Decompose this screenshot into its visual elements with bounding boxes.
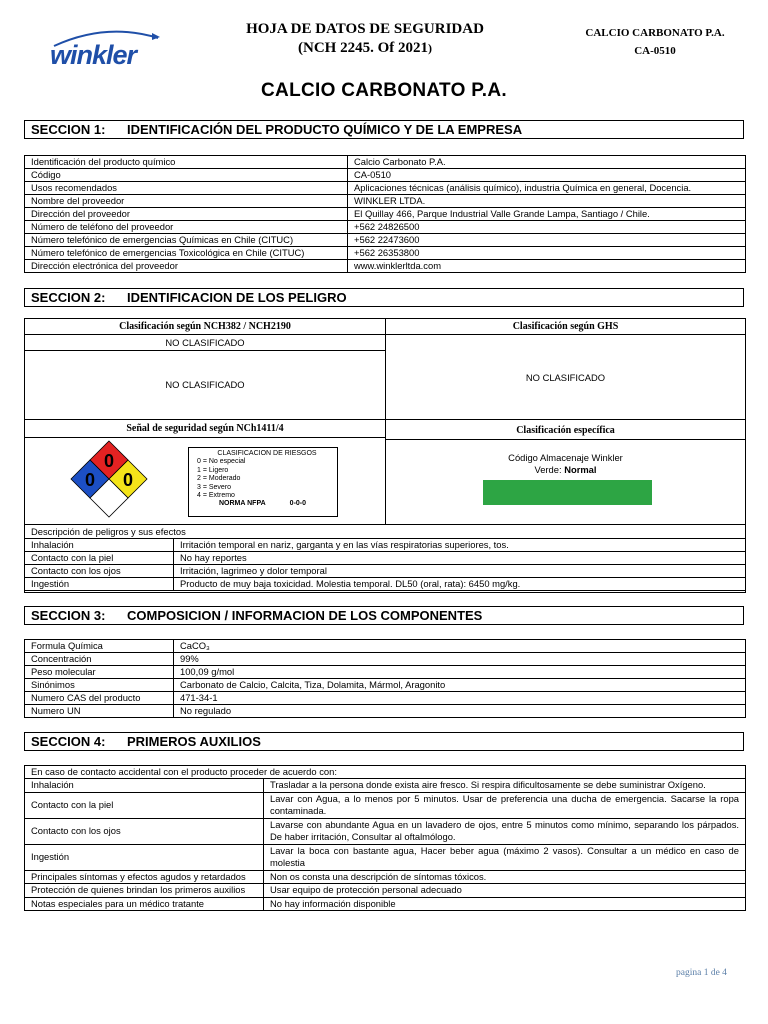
table-row (25, 766, 746, 779)
table-row (25, 679, 746, 692)
nfpa-level: 1 = Ligero (197, 466, 229, 474)
signal-header: Señal de seguridad según NCh1411/4 (24, 419, 386, 438)
section-4-heading (24, 732, 744, 751)
table-cell: No hay información disponible (264, 897, 746, 911)
table-cell: Número telefónico de emergencias Toxicológica en Chile (CITUC) (25, 247, 348, 260)
header-product (540, 24, 768, 60)
table-row (25, 565, 746, 578)
identification-table (24, 155, 746, 273)
table-cell: www.winklerltda.com (348, 260, 746, 273)
nfpa-norma (219, 500, 337, 508)
nfpa-level: 4 = Extremo (197, 492, 235, 500)
table-cell: Dirección del proveedor (25, 208, 348, 221)
table-row (25, 234, 746, 247)
nfpa-health: 0 (84, 470, 96, 490)
composition-table (24, 639, 746, 718)
table-cell: Carbonato de Calcio, Calcita, Tiza, Dolamita, Mármol, Aragonito (174, 679, 746, 692)
table-cell: No regulado (174, 705, 746, 718)
table-row (25, 539, 746, 552)
table-cell: 100,09 g/mol (174, 666, 746, 679)
sheet-title-line1: HOJA DE DATOS DE SEGURIDAD (246, 21, 484, 37)
table-cell: Irritación, lagrimeo y dolor temporal (174, 565, 746, 578)
nfpa-norma-value: 0-0-0 (289, 500, 307, 508)
table-cell: +562 22473600 (348, 234, 746, 247)
table-row (25, 692, 746, 705)
table-cell: Notas especiales para un médico tratante (25, 897, 264, 911)
table-row (25, 195, 746, 208)
section-title: IDENTIFICACION DE LOS PELIGRO (127, 290, 347, 305)
table-cell: Principales síntomas y efectos agudos y retardados (25, 870, 264, 884)
table-cell: No hay reportes (174, 552, 746, 565)
storage-color-value: Normal (564, 464, 597, 475)
section-2-heading (24, 288, 744, 307)
nch-value-2: NO CLASIFICADO (24, 350, 386, 420)
table-cell: Ingestión (25, 844, 264, 870)
table-cell: Número telefónico de emergencias Químicas en Chile (CITUC) (25, 234, 348, 247)
table-cell: 99% (174, 653, 746, 666)
storage-color-label: Verde: (534, 464, 565, 475)
table-row (25, 884, 746, 898)
nfpa-reactivity: 0 (122, 470, 134, 490)
table-cell: 471-34-1 (174, 692, 746, 705)
table-cell: El Quillay 466, Parque Industrial Valle Grande Lampa, Santiago / Chile. (348, 208, 746, 221)
table-row (25, 779, 746, 793)
table-cell: Contacto con la piel (25, 792, 264, 818)
table-cell: Inhalación (25, 779, 264, 793)
table-cell: Aplicaciones técnicas (análisis químico), industria Química en general, Docencia. (348, 182, 746, 195)
table-row (25, 818, 746, 844)
table-cell: Numero UN (25, 705, 174, 718)
nch-header: Clasificación según NCH382 / NCH2190 (24, 318, 386, 335)
section-title: COMPOSICION / INFORMACION DE LOS COMPONENTES (127, 608, 483, 623)
winkler-logo (46, 28, 166, 76)
sheet-title-line2 (200, 39, 530, 58)
table-cell: Contacto con los ojos (25, 818, 264, 844)
nfpa-diamond-icon (70, 440, 148, 518)
table-row (25, 578, 746, 591)
nfpa-norma-label: NORMA NFPA (219, 500, 266, 508)
table-cell: Usos recomendados (25, 182, 348, 195)
table-cell: Usar equipo de protección personal adecuado (264, 884, 746, 898)
table-cell: +562 26353800 (348, 247, 746, 260)
norm-paren: ) (428, 41, 432, 55)
table-row (25, 870, 746, 884)
section-number: SECCION 2: (31, 290, 106, 305)
table-cell: Número de teléfono del proveedor (25, 221, 348, 234)
norm-text: (NCH 2245. Of 2021 (298, 40, 428, 56)
table-cell: +562 24826500 (348, 221, 746, 234)
table-cell: Concentración (25, 653, 174, 666)
ghs-header: Clasificación según GHS (385, 318, 746, 335)
table-cell: Código (25, 169, 348, 182)
table-cell: En caso de contacto accidental con el producto proceder de acuerdo con: (25, 766, 746, 779)
section-title: PRIMEROS AUXILIOS (127, 734, 261, 749)
section-3-heading (24, 606, 744, 625)
nfpa-legend-title: CLASIFICACION DE RIESGOS (217, 450, 317, 457)
table-cell: Lavarse con abundante Agua en un lavadero de ojos, entre 5 minutos como mínimo, separando los párpados. De haber irritación, Consultar al oftalmólogo. (264, 818, 746, 844)
table-row (25, 640, 746, 653)
section-number: SECCION 1: (31, 122, 106, 137)
table-cell: Contacto con la piel (25, 552, 174, 565)
storage-info (385, 452, 746, 476)
table-row (25, 156, 746, 169)
ghs-value: NO CLASIFICADO (385, 334, 746, 420)
table-cell: Producto de muy baja toxicidad. Molestia temporal. DL50 (oral, rata): 6450 mg/kg. (174, 578, 746, 591)
table-cell: Irritación temporal en nariz, garganta y en las vías respiratorias superiores, tos. (174, 539, 746, 552)
table-cell: WINKLER LTDA. (348, 195, 746, 208)
section-number: SECCION 4: (31, 734, 106, 749)
table-row (25, 552, 746, 565)
section-1-heading (24, 120, 744, 139)
table-cell: Dirección electrónica del proveedor (25, 260, 348, 273)
table-row (25, 260, 746, 273)
table-row (25, 221, 746, 234)
document-title: CALCIO CARBONATO P.A. (261, 80, 507, 101)
logo-text: winkler (50, 40, 137, 70)
storage-color-line (385, 464, 746, 476)
table-row (25, 653, 746, 666)
storage-color-bar (483, 480, 652, 505)
table-cell: Calcio Carbonato P.A. (348, 156, 746, 169)
table-row (25, 208, 746, 221)
table-row (25, 705, 746, 718)
table-cell: Contacto con los ojos (25, 565, 174, 578)
specific-header: Clasificación específica (385, 419, 746, 440)
table-cell: Numero CAS del producto (25, 692, 174, 705)
table-cell: Sinónimos (25, 679, 174, 692)
hazards-table (24, 526, 746, 591)
section-number: SECCION 3: (31, 608, 106, 623)
table-cell: Descripción de peligros y sus efectos (25, 526, 746, 539)
table-row (25, 666, 746, 679)
table-cell: CaCO₃ (174, 640, 746, 653)
table-row (25, 792, 746, 818)
nfpa-level: 0 = No especial (197, 458, 246, 466)
table-cell: CA-0510 (348, 169, 746, 182)
table-cell: Lavar con Agua, a lo menos por 5 minutos. Usar de preferencia una ducha de emergencia. Sacarse la ropa contaminada. (264, 792, 746, 818)
nch-value-1: NO CLASIFICADO (24, 334, 386, 351)
table-row (25, 182, 746, 195)
table-cell: Formula Química (25, 640, 174, 653)
page-number: pagina 1 de 4 (676, 968, 727, 978)
sheet-title (200, 20, 530, 58)
nfpa-level: 2 = Moderado (197, 475, 241, 483)
table-cell: Trasladar a la persona donde exista aire fresco. Si respira dificultosamente se debe suministrar Oxígeno. (264, 779, 746, 793)
table-row (25, 247, 746, 260)
first-aid-table (24, 765, 746, 911)
table-row (25, 844, 746, 870)
table-cell: Non os consta una descripción de síntomas tóxicos. (264, 870, 746, 884)
header-product-code: CA-0510 (634, 45, 676, 57)
table-cell: Identificación del producto químico (25, 156, 348, 169)
table-cell: Lavar la boca con bastante agua, Hacer beber agua (máximo 2 vasos). Consultar a un médico en caso de molestia (264, 844, 746, 870)
storage-code: Código Almacenaje Winkler (508, 452, 623, 463)
table-cell: Inhalación (25, 539, 174, 552)
table-cell: Ingestión (25, 578, 174, 591)
nfpa-level: 3 = Severo (197, 483, 232, 491)
table-row (25, 526, 746, 539)
table-row (25, 169, 746, 182)
nfpa-flammability: 0 (103, 451, 115, 471)
table-cell: Protección de quienes brindan los primeros auxilios (25, 884, 264, 898)
header-product-name: CALCIO CARBONATO P.A. (585, 27, 725, 39)
section-title: IDENTIFICACIÓN DEL PRODUCTO QUÍMICO Y DE LA EMPRESA (127, 122, 523, 137)
nfpa-legend (188, 447, 338, 517)
table-cell: Peso molecular (25, 666, 174, 679)
table-row (25, 897, 746, 911)
table-cell: Nombre del proveedor (25, 195, 348, 208)
